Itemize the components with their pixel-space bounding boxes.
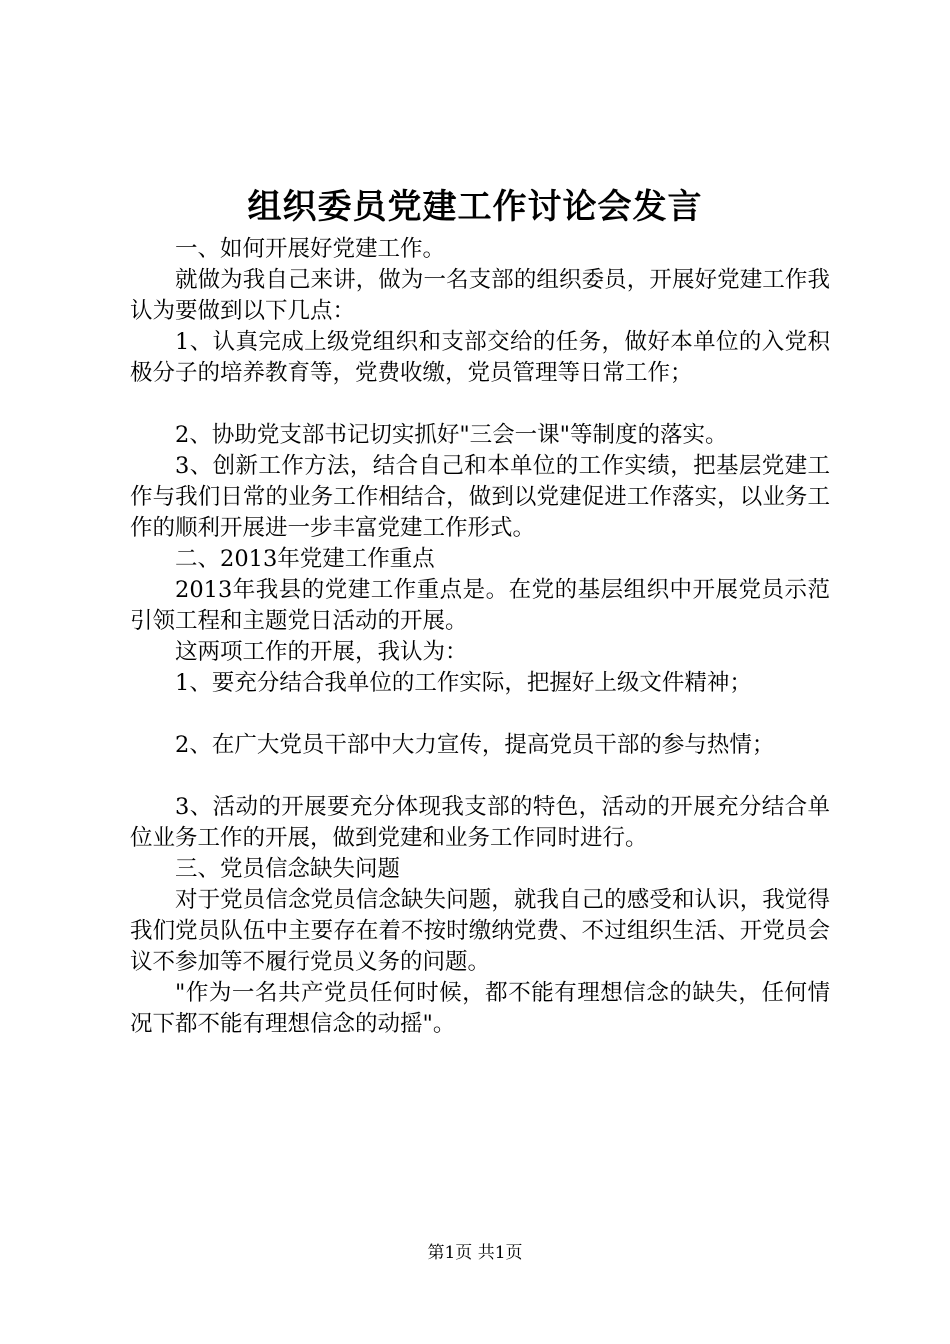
paragraph: 对于党员信念党员信念缺失问题，就我自己的感受和认识，我觉得我们党员队伍中主要存在着不按时缴纳党费、不过组织生活、开党员会议不参加等不履行党员义务的问题。 [130, 887, 830, 975]
document-title: 组织委员党建工作讨论会发言 [247, 187, 703, 227]
paragraph-quote: "作为一名共产党员任何时候，都不能有理想信念的缺失，任何情况下都不能有理想信念的动摇"。 [130, 980, 830, 1037]
document-body [130, 234, 830, 1040]
paragraph-list-item: 1、认真完成上级党组织和支部交给的任务，做好本单位的入党积极分子的培养教育等，党费收缴，党员管理等日常工作； [130, 329, 830, 386]
paragraph: 2013年我县的党建工作重点是。在党的基层组织中开展党员示范引领工程和主题党日活动的开展。 [130, 577, 830, 634]
page-number-footer: 第1页 共1页 [427, 1243, 523, 1263]
paragraph: 这两项工作的开展，我认为： [175, 639, 468, 665]
paragraph: 就做为我自己来讲，做为一名支部的组织委员，开展好党建工作我认为要做到以下几点： [130, 267, 830, 324]
paragraph-list-item: 2、在广大党员干部中大力宣传，提高党员干部的参与热情； [175, 732, 775, 758]
paragraph-list-item: 1、要充分结合我单位的工作实际，把握好上级文件精神； [175, 670, 752, 696]
paragraph-section-3-heading: 三、党员信念缺失问题 [175, 856, 401, 882]
paragraph-section-2-heading: 二、2013年党建工作重点 [175, 546, 435, 572]
paragraph-list-item: 3、活动的开展要充分体现我支部的特色，活动的开展充分结合单位业务工作的开展，做到党建和业务工作同时进行。 [130, 794, 830, 851]
paragraph-list-item: 2、协助党支部书记切实抓好"三会一课"等制度的落实。 [175, 422, 728, 448]
paragraph-section-1-heading: 一、如何开展好党建工作。 [175, 236, 446, 262]
paragraph-list-item: 3、创新工作方法，结合自己和本单位的工作实绩，把基层党建工作与我们日常的业务工作相结合，做到以党建促进工作落实，以业务工作的顺利开展进一步丰富党建工作形式。 [130, 453, 830, 541]
